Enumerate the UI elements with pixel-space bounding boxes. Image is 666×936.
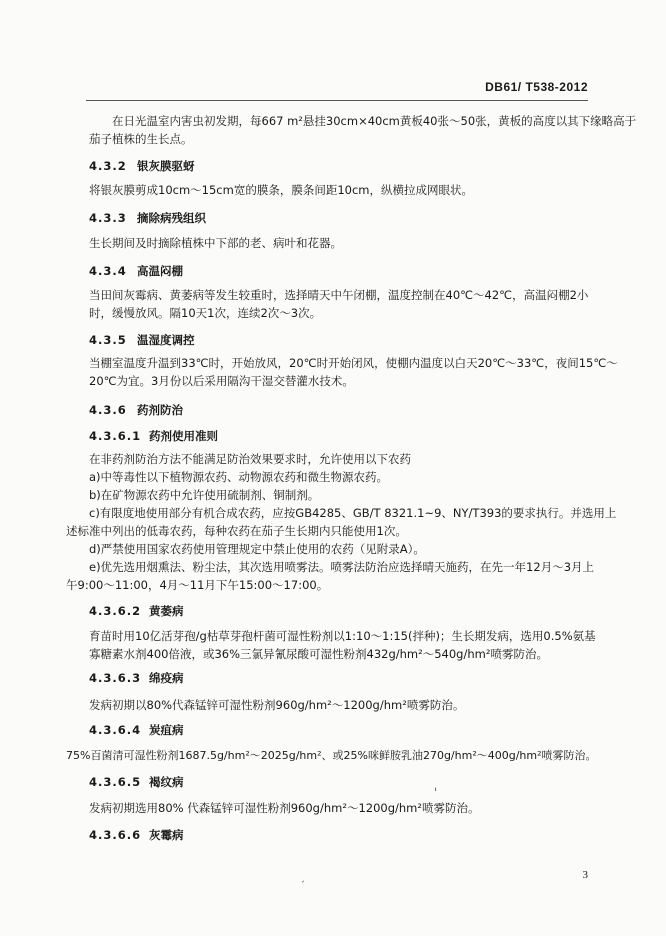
heading-4-3-6-3 [89,670,184,686]
section-number: 4.3.2 [89,159,127,173]
heading-4-3-6-1 [89,428,218,444]
intro-line-2: 茄子植株的生长点。 [89,132,193,146]
intro-paragraph [89,112,637,148]
section-4-3-6-3-body [89,696,594,714]
heading-4-3-6 [89,402,183,418]
body-line: 生长期间及时摘除植株中下部的老、病叶和花器。 [89,236,342,250]
heading-4-3-6-2 [89,603,184,619]
list-item-e: e)优先选用烟熏法、粉尘法，其次选用喷雾法。喷雾法防治应选择晴天施药，在先一年12月～3月上 [89,560,595,574]
heading-4-3-6-4 [89,722,184,738]
section-4-3-3-body [89,234,594,252]
section-title: 灰霉病 [149,828,184,842]
body-line: 20℃为宜。3月份以后采用隔沟干湿交替灌水技术。 [89,374,354,388]
heading-4-3-4 [89,263,183,279]
section-title: 温湿度调控 [137,333,195,347]
heading-4-3-3 [89,210,206,226]
section-title: 摘除病残组织 [137,211,206,225]
body-line: 当棚室温度升温到33℃时，开始放风，20℃时开始闭风，使棚内温度以白天20℃～33℃，夜间15℃～ [89,356,618,370]
section-4-3-6-1-body [66,450,617,594]
section-4-3-5-body [89,354,618,390]
body-line: 75%百菌清可湿性粉剂1687.5g/hm²～2025g/hm²、或25%咪鲜胺乳油270g/hm²～400g/hm²喷雾防治。 [66,749,597,762]
intro-line-1: 在日光温室内害虫初发期，每667 m²悬挂30cm×40cm黄板40张～50张，黄板的高度以其下缘略高于 [112,114,637,128]
section-title: 药剂使用准则 [149,429,218,443]
section-number: 4.3.6.4 [89,723,142,737]
section-4-3-6-2-body [89,627,594,663]
section-4-3-4-body [89,286,594,322]
section-title: 药剂防治 [137,403,183,417]
body-line: 将银灰膜剪成10cm～15cm宽的膜条，膜条间距10cm，纵横拉成网眼状。 [89,183,473,197]
scan-speck: ˏ [300,872,305,883]
section-number: 4.3.6.6 [89,828,142,842]
document-id-header: DB61/ T538-2012 [485,80,588,94]
body-line: 时，缓慢放风。隔10天1次，连续2次～3次。 [89,306,322,320]
page-number: 3 [582,869,588,881]
section-4-3-2-body [89,181,594,199]
body-line: 发病初期选用80% 代森锰锌可湿性粉剂960g/hm²～1200g/hm²喷雾防治。 [89,801,480,815]
section-4-3-6-5-body [89,799,594,817]
heading-4-3-6-5 [89,774,184,790]
section-title: 黄萎病 [149,604,184,618]
section-number: 4.3.6.5 [89,775,142,789]
list-item-b: b)在矿物源农药中允许使用硫制剂、铜制剂。 [89,488,320,502]
heading-4-3-5 [89,332,195,348]
list-item-c-cont: 述标准中列出的低毒农药，每种农药在茄子生长期内只能使用1次。 [66,524,407,538]
section-number: 4.3.4 [89,264,127,278]
section-title: 绵疫病 [149,671,184,685]
section-number: 4.3.3 [89,211,127,225]
body-line: 当田间灰霉病、黄萎病等发生较重时，选择晴天中午闭棚，温度控制在40℃～42℃，高温闷棚2小 [89,288,589,302]
body-line: 在非药剂防治方法不能满足防治效果要求时，允许使用以下农药 [89,452,411,466]
body-line: 寡糖素水剂400倍液，或36%三氯异氰尿酸可湿性粉剂432g/hm²～540g/hm²喷雾防治。 [89,647,548,661]
section-title: 银灰膜驱蚜 [137,159,195,173]
header-rule [86,100,588,101]
section-number: 4.3.6.3 [89,671,142,685]
scan-speck: ˈ [434,786,438,800]
list-item-d: d)严禁使用国家农药使用管理规定中禁止使用的农药（见附录A）。 [89,542,425,556]
body-line: 育苗时用10亿活芽孢/g枯草芽孢杆菌可湿性粉剂以1:10～1:15(拌种)；生长期发病，选用0.5%氨基 [89,629,596,643]
section-number: 4.3.6.2 [89,604,142,618]
section-number: 4.3.6.1 [89,429,142,443]
section-number: 4.3.5 [89,333,127,347]
section-number: 4.3.6 [89,403,127,417]
list-item-e-cont: 午9:00～11:00，4月～11月下午15:00～17:00。 [66,578,329,592]
section-title: 炭疽病 [149,723,184,737]
list-item-c: c)有限度地使用部分有机合成农药，应按GB4285、GB/T 8321.1~9、NY/T393的要求执行。并选用上 [89,506,617,520]
list-item-a: a)中等毒性以下植物源农药、动物源农药和微生物源农药。 [89,470,389,484]
section-title: 褐纹病 [149,775,184,789]
section-title: 高温闷棚 [137,264,183,278]
heading-4-3-6-6 [89,827,184,843]
heading-4-3-2 [89,158,195,174]
section-4-3-6-4-body [66,747,597,765]
body-line: 发病初期以80%代森锰锌可湿性粉剂960g/hm²～1200g/hm²喷雾防治。 [89,698,465,712]
